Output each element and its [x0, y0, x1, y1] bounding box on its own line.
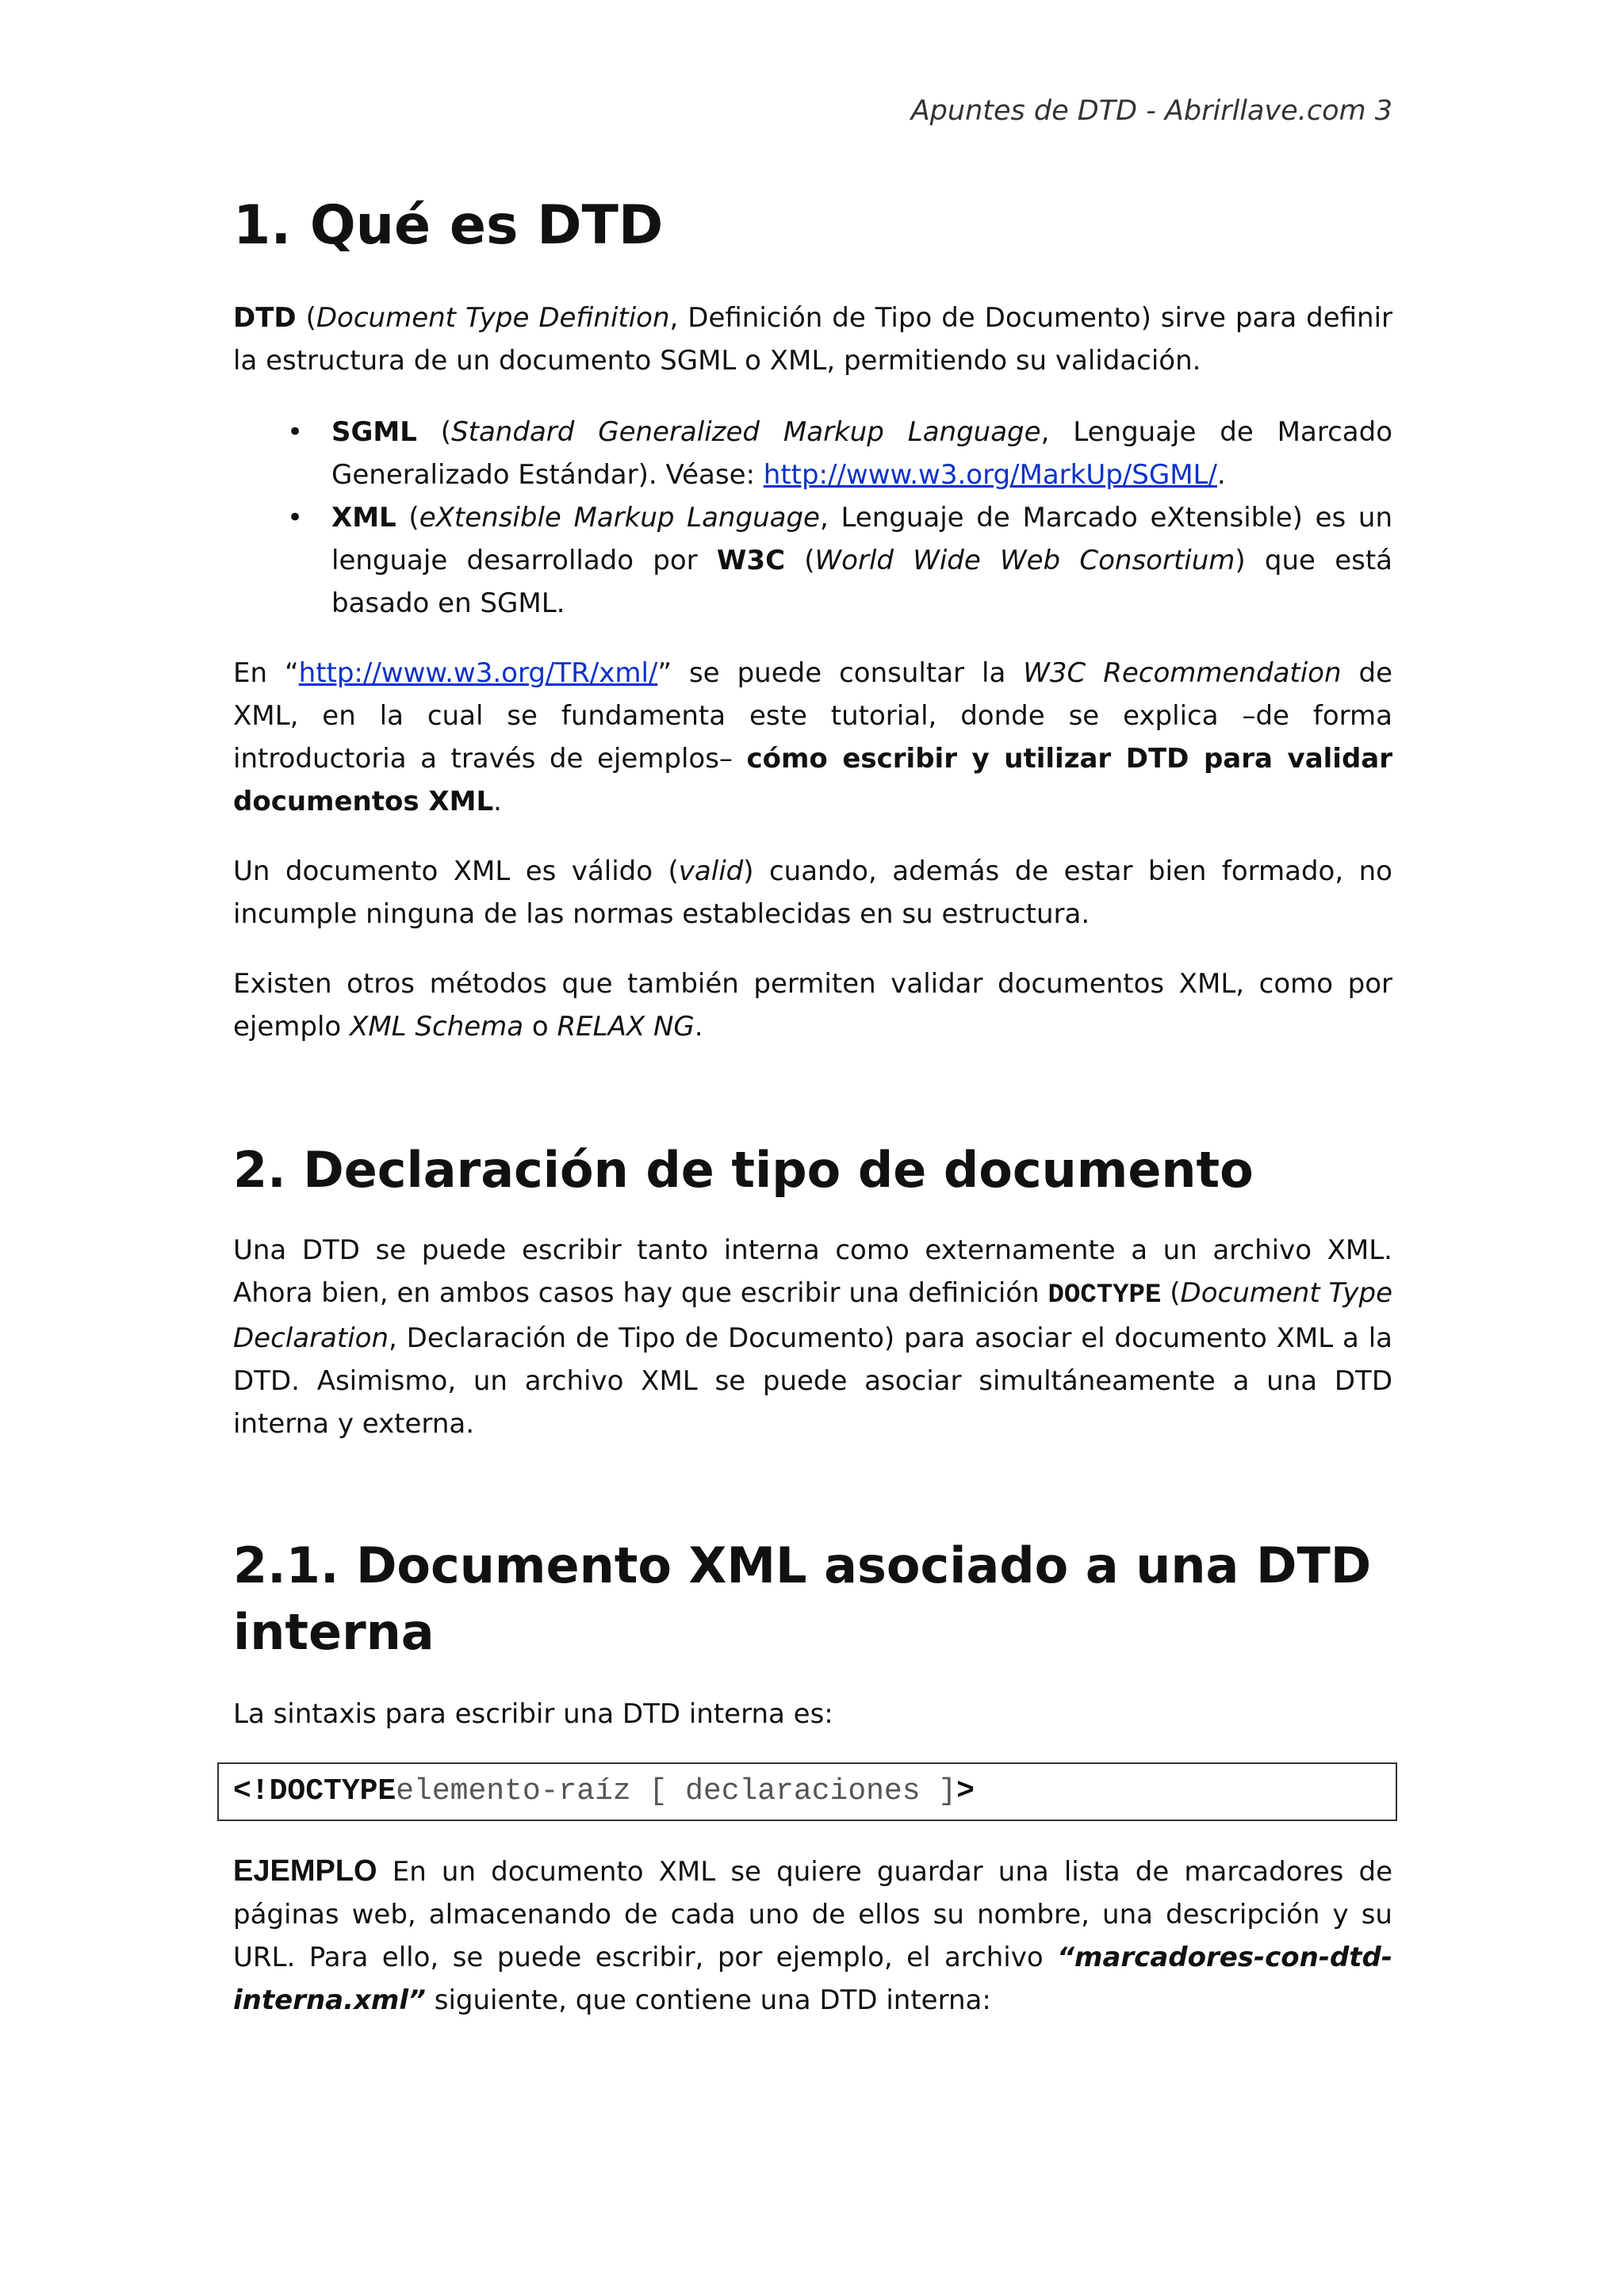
syntax-intro: La sintaxis para escribir una DTD interna es:: [233, 1698, 833, 1730]
list-item-sgml: • SGML (Standard Generalized Markup Language, Lenguaje de Marcado Generalizado Estándar). Véase: http://www.w3.org/MarkUp/SGML/.: [233, 411, 1392, 496]
doctype-code: DOCTYPE: [1048, 1280, 1162, 1311]
list-item-xml: • XML (eXtensible Markup Language, Lenguaje de Marcado eXtensible) es un lenguaje desarrollado por W3C (World Wide Web Consortium) que está basado en SGML.: [233, 496, 1392, 625]
example-filename: “marcadores-con-dtd-interna.xml”: [233, 1942, 1392, 2016]
page-content: [233, 190, 1392, 2022]
bullet-icon: •: [287, 416, 304, 448]
section-2-title: 2. Declaración de tipo de documento: [233, 1141, 1254, 1199]
bullet-icon: •: [287, 502, 304, 534]
dtd-definition-paragraph: DTD (Document Type Definition, Definición de Tipo de Documento) sirve para definir la estructura de un documento SGML o XML, permitiendo su validación.: [233, 302, 1392, 377]
valid-document-paragraph: Un documento XML es válido (valid) cuando, además de estar bien formado, no incumple ninguna de las normas establecidas en su estructura.: [233, 855, 1392, 930]
xml-spec-link[interactable]: http://www.w3.org/TR/xml/: [298, 657, 658, 689]
example-label: EJEMPLO: [233, 1854, 377, 1888]
doctype-syntax-code-box: <!DOCTYPE elemento-raíz [ declaraciones ] >: [217, 1762, 1397, 1821]
xml-recommendation-paragraph: En “http://www.w3.org/TR/xml/” se puede consultar la W3C Recommendation de XML, en la cual se fundamenta este tutorial, donde se explica –de forma introductoria a través de ejemplos– cómo escribir y utilizar DTD para validar documentos XML.: [233, 657, 1393, 817]
running-header: Apuntes de DTD - Abrirllave.com 3: [910, 95, 1392, 127]
acronym-list: [233, 411, 1392, 625]
dtd-term: DTD: [233, 302, 297, 334]
section-2-1-title: 2.1. Documento XML asociado a una DTD interna: [233, 1536, 1372, 1661]
section-1-title: 1. Qué es DTD: [233, 194, 664, 257]
other-methods-paragraph: Existen otros métodos que también permiten validar documentos XML, como por ejemplo XML Schema o RELAX NG.: [233, 968, 1392, 1043]
example-paragraph: EJEMPLO En un documento XML se quiere guardar una lista de marcadores de páginas web, almacenando de cada uno de ellos su nombre, una descripción y su URL. Para ello, se puede escribir, por ejemplo, el archivo “marcadores-con-dtd-interna.xml” siguiente, que contiene una DTD interna:: [233, 1854, 1392, 2016]
sgml-link[interactable]: http://www.w3.org/MarkUp/SGML/: [763, 459, 1217, 491]
doctype-paragraph: Una DTD se puede escribir tanto interna como externamente a un archivo XML. Ahora bien, en ambos casos hay que escribir una definición DOCTYPE (Document Type Declaration, Declaración de Tipo de Documento) para asociar el documento XML a la DTD. Asimismo, un archivo XML se puede asociar simultáneamente a una DTD interna y externa.: [233, 1234, 1392, 1440]
